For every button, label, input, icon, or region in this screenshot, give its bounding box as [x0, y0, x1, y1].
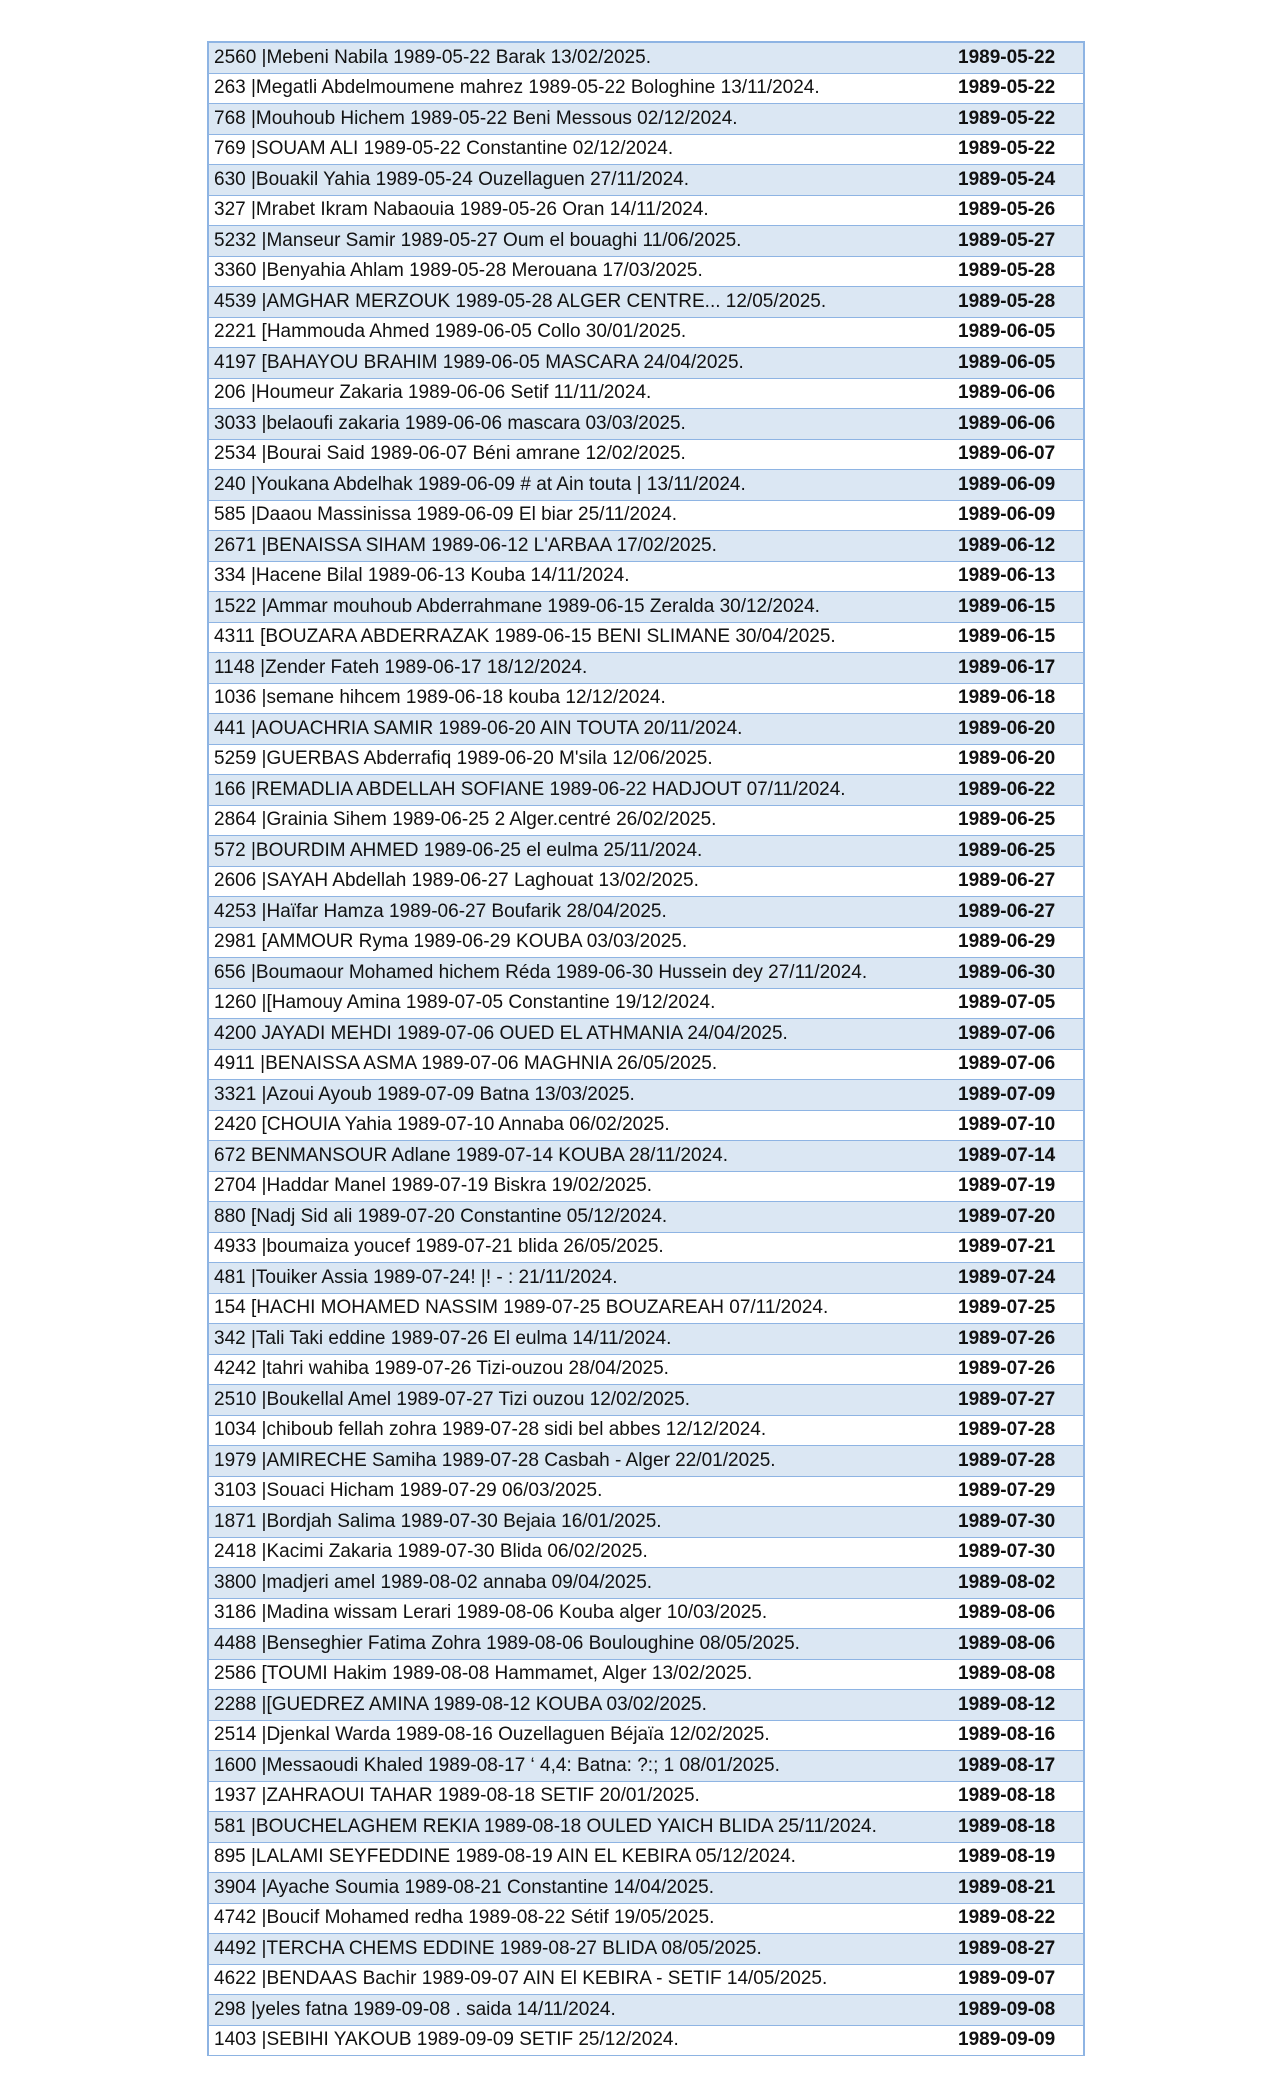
record-date-cell: 1989-06-12	[958, 534, 1056, 556]
record-text-cell: 572 |BOURDIM AHMED 1989-06-25 el eulma 25/11/2024.	[214, 839, 703, 861]
record-text-cell: 4197 [BAHAYOU BRAHIM 1989-06-05 MASCARA 24/04/2025.	[214, 351, 744, 373]
record-date-cell: 1989-08-22	[958, 1907, 1056, 1929]
record-text-cell: 481 |Touiker Assia 1989-07-24! |! - : 21/11/2024.	[214, 1266, 618, 1288]
table-row	[209, 1660, 1083, 1691]
record-date-cell: 1989-07-19	[958, 1175, 1056, 1197]
table-row	[209, 287, 1083, 318]
table-row	[209, 867, 1083, 898]
table-row	[209, 1355, 1083, 1386]
table-row	[209, 1477, 1083, 1508]
record-text-cell: 1148 |Zender Fateh 1989-06-17 18/12/2024.	[214, 656, 588, 678]
record-text-cell: 3800 |madjeri amel 1989-08-02 annaba 09/04/2025.	[214, 1571, 653, 1593]
table-row	[209, 1934, 1083, 1965]
table-row	[209, 1507, 1083, 1538]
record-date-cell: 1989-08-19	[958, 1846, 1056, 1868]
record-text-cell: 2864 |Grainia Sihem 1989-06-25 2 Alger.centré 26/02/2025.	[214, 809, 717, 831]
record-text-cell: 4488 |Benseghier Fatima Zohra 1989-08-06 Bouloughine 08/05/2025.	[214, 1632, 800, 1654]
record-date-cell: 1989-06-30	[958, 961, 1056, 983]
table-row	[209, 1599, 1083, 1630]
table-row	[209, 226, 1083, 257]
table-row	[209, 531, 1083, 562]
record-date-cell: 1989-08-12	[958, 1693, 1056, 1715]
table-row	[209, 1416, 1083, 1447]
table-row	[209, 1751, 1083, 1782]
table-row	[209, 440, 1083, 471]
table-row	[209, 1843, 1083, 1874]
record-date-cell: 1989-06-18	[958, 687, 1056, 709]
table-row	[209, 592, 1083, 623]
table-row	[209, 1446, 1083, 1477]
record-date-cell: 1989-06-20	[958, 748, 1056, 770]
record-text-cell: 880 [Nadj Sid ali 1989-07-20 Constantine 05/12/2024.	[214, 1205, 668, 1227]
record-date-cell: 1989-05-24	[958, 168, 1056, 190]
record-text-cell: 5232 |Manseur Samir 1989-05-27 Oum el bouaghi 11/06/2025.	[214, 229, 742, 251]
table-row	[209, 1538, 1083, 1569]
table-row	[209, 196, 1083, 227]
record-text-cell: 240 |Youkana Abdelhak 1989-06-09 # at Ain touta | 13/11/2024.	[214, 473, 746, 495]
record-date-cell: 1989-06-17	[958, 656, 1056, 678]
record-text-cell: 4911 |BENAISSA ASMA 1989-07-06 MAGHNIA 26/05/2025.	[214, 1053, 718, 1075]
record-text-cell: 2510 |Boukellal Amel 1989-07-27 Tizi ouzou 12/02/2025.	[214, 1388, 691, 1410]
table-row	[209, 1782, 1083, 1813]
record-text-cell: 581 |BOUCHELAGHEM REKIA 1989-08-18 OULED YAICH BLIDA 25/11/2024.	[214, 1815, 877, 1837]
record-date-cell: 1989-08-27	[958, 1937, 1056, 1959]
table-row	[209, 1904, 1083, 1935]
table-row	[209, 1873, 1083, 1904]
table-row	[209, 1324, 1083, 1355]
record-date-cell: 1989-07-21	[958, 1236, 1056, 1258]
table-row	[209, 501, 1083, 532]
record-date-cell: 1989-07-10	[958, 1114, 1056, 1136]
table-row	[209, 74, 1083, 105]
record-date-cell: 1989-06-06	[958, 382, 1056, 404]
record-text-cell: 4622 |BENDAAS Bachir 1989-09-07 AIN El KEBIRA - SETIF 14/05/2025.	[214, 1968, 828, 1990]
record-text-cell: 1522 |Ammar mouhoub Abderrahmane 1989-06-15 Zeralda 30/12/2024.	[214, 595, 820, 617]
record-date-cell: 1989-07-28	[958, 1419, 1056, 1441]
record-text-cell: 672 BENMANSOUR Adlane 1989-07-14 KOUBA 28/11/2024.	[214, 1144, 729, 1166]
record-text-cell: 4200 JAYADI MEHDI 1989-07-06 OUED EL ATHMANIA 24/04/2025.	[214, 1022, 788, 1044]
record-text-cell: 298 |yeles fatna 1989-09-08 . saida 14/11/2024.	[214, 1998, 616, 2020]
record-text-cell: 4933 |boumaiza youcef 1989-07-21 blida 26/05/2025.	[214, 1236, 664, 1258]
record-date-cell: 1989-05-22	[958, 107, 1056, 129]
record-text-cell: 334 |Hacene Bilal 1989-06-13 Kouba 14/11/2024.	[214, 565, 630, 587]
record-text-cell: 1260 |[Hamouy Amina 1989-07-05 Constantine 19/12/2024.	[214, 992, 716, 1014]
record-date-cell: 1989-05-22	[958, 46, 1056, 68]
record-date-cell: 1989-06-29	[958, 931, 1056, 953]
table-row	[209, 1812, 1083, 1843]
record-text-cell: 5259 |GUERBAS Abderrafiq 1989-06-20 M'sila 12/06/2025.	[214, 748, 713, 770]
table-row	[209, 806, 1083, 837]
record-date-cell: 1989-07-24	[958, 1266, 1056, 1288]
record-date-cell: 1989-06-15	[958, 626, 1056, 648]
record-date-cell: 1989-07-26	[958, 1358, 1056, 1380]
record-text-cell: 1036 |semane hihcem 1989-06-18 kouba 12/12/2024.	[214, 687, 666, 709]
record-text-cell: 3904 |Ayache Soumia 1989-08-21 Constantine 14/04/2025.	[214, 1876, 715, 1898]
record-date-cell: 1989-06-06	[958, 412, 1056, 434]
record-text-cell: 2704 |Haddar Manel 1989-07-19 Biskra 19/02/2025.	[214, 1175, 653, 1197]
record-date-cell: 1989-09-09	[958, 2029, 1056, 2051]
record-text-cell: 2534 |Bourai Said 1989-06-07 Béni amrane 12/02/2025.	[214, 443, 686, 465]
table-row	[209, 928, 1083, 959]
record-date-cell: 1989-07-06	[958, 1022, 1056, 1044]
record-date-cell: 1989-06-07	[958, 443, 1056, 465]
record-text-cell: 3103 |Souaci Hicham 1989-07-29 06/03/2025.	[214, 1480, 603, 1502]
record-date-cell: 1989-05-28	[958, 260, 1056, 282]
table-row	[209, 257, 1083, 288]
table-row	[209, 1995, 1083, 2026]
record-date-cell: 1989-06-05	[958, 321, 1056, 343]
table-row	[209, 1263, 1083, 1294]
record-text-cell: 2221 [Hammouda Ahmed 1989-06-05 Collo 30/01/2025.	[214, 321, 687, 343]
table-row	[209, 2026, 1083, 2057]
record-text-cell: 2514 |Djenkal Warda 1989-08-16 Ouzellaguen Béjaïa 12/02/2025.	[214, 1724, 770, 1746]
record-date-cell: 1989-08-18	[958, 1815, 1056, 1837]
table-row	[209, 379, 1083, 410]
records-table	[207, 41, 1085, 2056]
record-date-cell: 1989-06-05	[958, 351, 1056, 373]
record-text-cell: 2671 |BENAISSA SIHAM 1989-06-12 L'ARBAA 17/02/2025.	[214, 534, 717, 556]
record-date-cell: 1989-07-14	[958, 1144, 1056, 1166]
record-date-cell: 1989-07-05	[958, 992, 1056, 1014]
record-text-cell: 4311 [BOUZARA ABDERRAZAK 1989-06-15 BENI SLIMANE 30/04/2025.	[214, 626, 836, 648]
table-row	[209, 684, 1083, 715]
record-date-cell: 1989-06-15	[958, 595, 1056, 617]
table-row	[209, 1294, 1083, 1325]
table-row	[209, 470, 1083, 501]
record-text-cell: 656 |Boumaour Mohamed hichem Réda 1989-06-30 Hussein dey 27/11/2024.	[214, 961, 868, 983]
record-date-cell: 1989-05-26	[958, 199, 1056, 221]
record-text-cell: 895 |LALAMI SEYFEDDINE 1989-08-19 AIN EL KEBIRA 05/12/2024.	[214, 1846, 796, 1868]
table-row	[209, 989, 1083, 1020]
record-text-cell: 3186 |Madina wissam Lerari 1989-08-06 Kouba alger 10/03/2025.	[214, 1602, 768, 1624]
record-text-cell: 3321 |Azoui Ayoub 1989-07-09 Batna 13/03/2025.	[214, 1083, 635, 1105]
record-date-cell: 1989-06-25	[958, 839, 1056, 861]
table-row	[209, 1111, 1083, 1142]
record-text-cell: 1403 |SEBIHI YAKOUB 1989-09-09 SETIF 25/12/2024.	[214, 2029, 679, 2051]
table-row	[209, 653, 1083, 684]
table-row	[209, 1080, 1083, 1111]
record-date-cell: 1989-07-06	[958, 1053, 1056, 1075]
record-date-cell: 1989-08-06	[958, 1632, 1056, 1654]
table-row	[209, 1965, 1083, 1996]
record-date-cell: 1989-06-13	[958, 565, 1056, 587]
table-row	[209, 1202, 1083, 1233]
record-text-cell: 1871 |Bordjah Salima 1989-07-30 Bejaia 16/01/2025.	[214, 1510, 662, 1532]
record-date-cell: 1989-05-22	[958, 138, 1056, 160]
record-date-cell: 1989-07-09	[958, 1083, 1056, 1105]
table-row	[209, 1172, 1083, 1203]
table-row	[209, 348, 1083, 379]
record-text-cell: 4253 |Haïfar Hamza 1989-06-27 Boufarik 28/04/2025.	[214, 900, 667, 922]
record-text-cell: 327 |Mrabet Ikram Nabaouia 1989-05-26 Oran 14/11/2024.	[214, 199, 709, 221]
table-row	[209, 1050, 1083, 1081]
record-text-cell: 769 |SOUAM ALI 1989-05-22 Constantine 02/12/2024.	[214, 138, 674, 160]
table-row	[209, 1721, 1083, 1752]
record-text-cell: 2418 |Kacimi Zakaria 1989-07-30 Blida 06/02/2025.	[214, 1541, 648, 1563]
record-date-cell: 1989-06-25	[958, 809, 1056, 831]
record-date-cell: 1989-08-17	[958, 1754, 1056, 1776]
record-text-cell: 585 |Daaou Massinissa 1989-06-09 El biar 25/11/2024.	[214, 504, 677, 526]
record-text-cell: 3360 |Benyahia Ahlam 1989-05-28 Merouana 17/03/2025.	[214, 260, 703, 282]
record-date-cell: 1989-05-27	[958, 229, 1056, 251]
table-row	[209, 1690, 1083, 1721]
record-text-cell: 206 |Houmeur Zakaria 1989-06-06 Setif 11/11/2024.	[214, 382, 652, 404]
table-row	[209, 1385, 1083, 1416]
record-date-cell: 1989-09-07	[958, 1968, 1056, 1990]
record-date-cell: 1989-07-20	[958, 1205, 1056, 1227]
table-row	[209, 775, 1083, 806]
record-date-cell: 1989-07-30	[958, 1541, 1056, 1563]
record-text-cell: 342 |Tali Taki eddine 1989-07-26 El eulma 14/11/2024.	[214, 1327, 672, 1349]
record-text-cell: 2981 [AMMOUR Ryma 1989-06-29 KOUBA 03/03/2025.	[214, 931, 688, 953]
record-text-cell: 441 |AOUACHRIA SAMIR 1989-06-20 AIN TOUTA 20/11/2024.	[214, 717, 743, 739]
table-row	[209, 836, 1083, 867]
table-row	[209, 714, 1083, 745]
table-row	[209, 745, 1083, 776]
record-date-cell: 1989-06-09	[958, 504, 1056, 526]
record-date-cell: 1989-08-16	[958, 1724, 1056, 1746]
table-row	[209, 1568, 1083, 1599]
record-text-cell: 2420 [CHOUIA Yahia 1989-07-10 Annaba 06/02/2025.	[214, 1114, 670, 1136]
table-row	[209, 104, 1083, 135]
record-date-cell: 1989-07-26	[958, 1327, 1056, 1349]
record-text-cell: 4492 |TERCHA CHEMS EDDINE 1989-08-27 BLIDA 08/05/2025.	[214, 1937, 762, 1959]
table-row	[209, 1019, 1083, 1050]
record-date-cell: 1989-08-08	[958, 1663, 1056, 1685]
record-date-cell: 1989-07-25	[958, 1297, 1056, 1319]
table-row	[209, 897, 1083, 928]
record-date-cell: 1989-06-22	[958, 778, 1056, 800]
record-text-cell: 1979 |AMIRECHE Samiha 1989-07-28 Casbah - Alger 22/01/2025.	[214, 1449, 776, 1471]
record-date-cell: 1989-08-21	[958, 1876, 1056, 1898]
table-row	[209, 1233, 1083, 1264]
record-text-cell: 2586 [TOUMI Hakim 1989-08-08 Hammamet, Alger 13/02/2025.	[214, 1663, 753, 1685]
record-date-cell: 1989-08-06	[958, 1602, 1056, 1624]
record-date-cell: 1989-05-28	[958, 290, 1056, 312]
record-text-cell: 2288 |[GUEDREZ AMINA 1989-08-12 KOUBA 03/02/2025.	[214, 1693, 707, 1715]
table-row	[209, 958, 1083, 989]
record-date-cell: 1989-07-28	[958, 1449, 1056, 1471]
record-text-cell: 4539 |AMGHAR MERZOUK 1989-05-28 ALGER CENTRE... 12/05/2025.	[214, 290, 827, 312]
record-text-cell: 630 |Bouakil Yahia 1989-05-24 Ouzellaguen 27/11/2024.	[214, 168, 690, 190]
table-row	[209, 1629, 1083, 1660]
record-date-cell: 1989-08-02	[958, 1571, 1056, 1593]
table-row	[209, 318, 1083, 349]
record-date-cell: 1989-06-20	[958, 717, 1056, 739]
record-text-cell: 2560 |Mebeni Nabila 1989-05-22 Barak 13/02/2025.	[214, 46, 651, 68]
record-text-cell: 2606 |SAYAH Abdellah 1989-06-27 Laghouat 13/02/2025.	[214, 870, 699, 892]
record-date-cell: 1989-08-18	[958, 1785, 1056, 1807]
record-date-cell: 1989-05-22	[958, 77, 1056, 99]
record-text-cell: 1600 |Messaoudi Khaled 1989-08-17 ‘ 4,4: Batna: ?:; 1 08/01/2025.	[214, 1754, 780, 1776]
record-text-cell: 4242 |tahri wahiba 1989-07-26 Tizi-ouzou 28/04/2025.	[214, 1358, 669, 1380]
table-row	[209, 1141, 1083, 1172]
record-text-cell: 154 [HACHI MOHAMED NASSIM 1989-07-25 BOUZAREAH 07/11/2024.	[214, 1297, 829, 1319]
table-row	[209, 43, 1083, 74]
table-row	[209, 409, 1083, 440]
record-date-cell: 1989-07-27	[958, 1388, 1056, 1410]
record-date-cell: 1989-06-09	[958, 473, 1056, 495]
record-date-cell: 1989-07-29	[958, 1480, 1056, 1502]
record-text-cell: 1937 |ZAHRAOUI TAHAR 1989-08-18 SETIF 20/01/2025.	[214, 1785, 700, 1807]
record-date-cell: 1989-09-08	[958, 1998, 1056, 2020]
table-row	[209, 135, 1083, 166]
record-text-cell: 263 |Megatli Abdelmoumene mahrez 1989-05-22 Bologhine 13/11/2024.	[214, 77, 820, 99]
table-row	[209, 562, 1083, 593]
record-text-cell: 4742 |Boucif Mohamed redha 1989-08-22 Sétif 19/05/2025.	[214, 1907, 715, 1929]
record-date-cell: 1989-07-30	[958, 1510, 1056, 1532]
record-date-cell: 1989-06-27	[958, 870, 1056, 892]
record-text-cell: 166 |REMADLIA ABDELLAH SOFIANE 1989-06-22 HADJOUT 07/11/2024.	[214, 778, 846, 800]
record-date-cell: 1989-06-27	[958, 900, 1056, 922]
record-text-cell: 3033 |belaoufi zakaria 1989-06-06 mascara 03/03/2025.	[214, 412, 686, 434]
table-row	[209, 623, 1083, 654]
record-text-cell: 768 |Mouhoub Hichem 1989-05-22 Beni Messous 02/12/2024.	[214, 107, 738, 129]
table-row	[209, 165, 1083, 196]
record-text-cell: 1034 |chiboub fellah zohra 1989-07-28 sidi bel abbes 12/12/2024.	[214, 1419, 767, 1441]
